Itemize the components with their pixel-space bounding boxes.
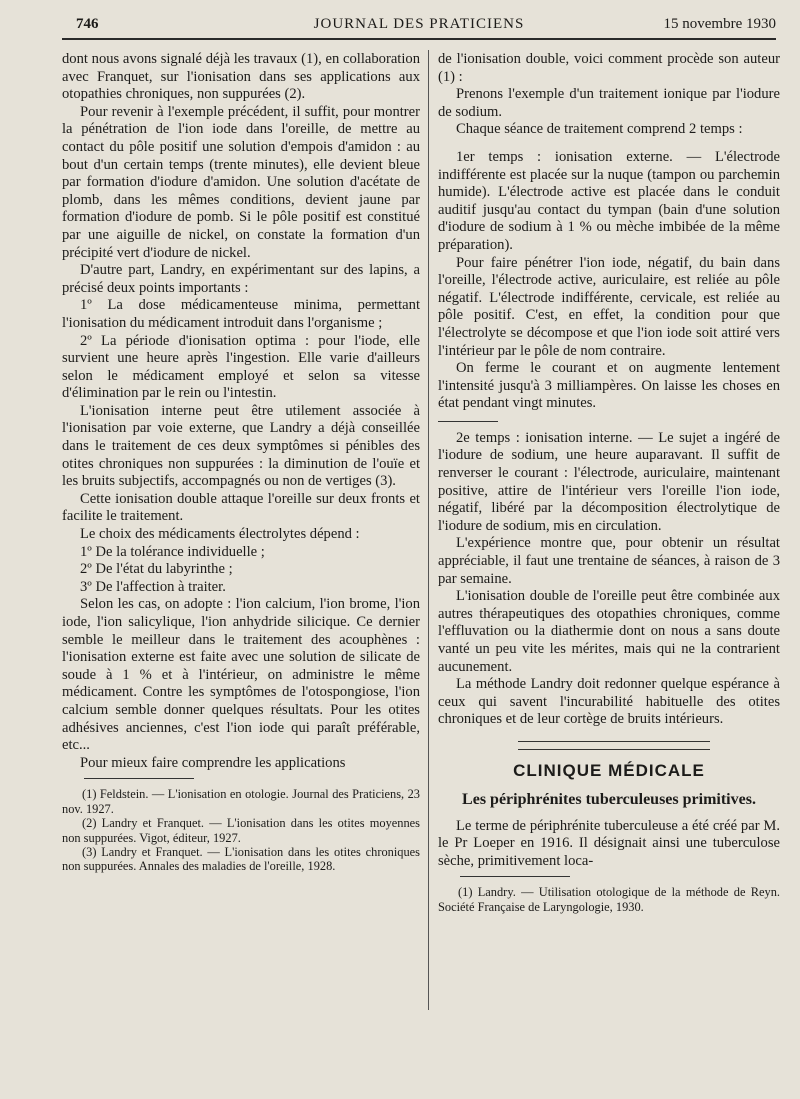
- paragraph: 2º La période d'ionisation optima : pour l'iode, elle survient une heure après l'ingestion. Elle varie d'ailleurs selon le médicament employé et selon sa vitesse d'élimination par le rein ou l'intestin.: [62, 332, 420, 402]
- footnote: (3) Landry et Franquet. — L'ionisation dans les otites chroniques non suppurées. Annales des maladies de l'oreille, 1928.: [62, 844, 420, 874]
- paragraph: 1er temps : ionisation externe. — L'électrode indifférente est placée sur la nuque (tampon ou parchemin humide). L'électrode active est placée dans le conduit auditif jusqu'au contact du tympan (bain d'une solution d'iodure de sodium à 1 % ou mèche imbibée de la même préparation).: [438, 148, 780, 253]
- page-header: [62, 12, 776, 40]
- footnote: (1) Landry. — Utilisation otologique de la méthode de Reyn. Société Française de Laryngologie, 1930.: [438, 885, 780, 914]
- column-divider: [428, 50, 429, 1010]
- paragraph: 1º La dose médicamenteuse minima, permettant l'ionisation du médicament introduit dans l'organisme ;: [62, 297, 420, 331]
- footnote: (2) Landry et Franquet. — L'ionisation dans les otites moyennes non suppurées. Vigot, éditeur, 1927.: [62, 816, 420, 845]
- footnote-rule: [84, 778, 194, 779]
- paragraph: Chaque séance de traitement comprend 2 temps :: [456, 121, 743, 138]
- paragraph: Cette ionisation double attaque l'oreille sur deux fronts et facilite le traitement.: [62, 490, 420, 525]
- list-item: 3º De l'affection à traiter.: [80, 578, 226, 595]
- footnotes: [62, 787, 420, 873]
- short-rule: [438, 421, 498, 422]
- paragraph: de l'ionisation double, voici comment procède son auteur (1) :: [438, 51, 780, 85]
- paragraph: Prenons l'exemple d'un traitement ionique par l'iodure de sodium.: [438, 86, 780, 120]
- paragraph: La méthode Landry doit redonner quelque espérance à ceux qui savent l'incurabilité habituelle des otites chroniques et de leur cortège de bruits intérieurs.: [438, 676, 780, 728]
- list-item: 1º De la tolérance individuelle ;: [80, 543, 265, 560]
- list-item: 2º De l'état du labyrinthe ;: [80, 561, 233, 578]
- paragraph: 2e temps : ionisation interne. — Le sujet a ingéré de l'iodure de sodium, une heure auparavant. Il suffit de renverser le courant : l'électrode, auriculaire, maintenant positive, attire de l'intérieur vers l'oreille l'ion iode, négatif, libéré par la décomposition électrolytique de l'iodure de sodium, mis en circulation.: [438, 429, 780, 534]
- paragraph: L'ionisation interne peut être utilement associée à l'ionisation par voie externe, que Landry a déjà conseillée dans le traitement de ces deux symptômes si pénibles des otites chroniques non suppurées : la diminution de l'ouïe et les bruits subjectifs, accompagnés ou non de vertiges (3).: [62, 402, 420, 490]
- footnotes: [438, 885, 780, 914]
- paragraph: D'autre part, Landry, en expérimentant sur des lapins, a précisé deux points importants :: [62, 262, 420, 296]
- paragraph: L'expérience montre que, pour obtenir un résultat appréciable, il faut une trentaine de séances, à raison de 3 par semaine.: [438, 535, 780, 587]
- left-column: [62, 51, 420, 874]
- footnote: (1) Feldstein. — L'ionisation en otologie. Journal des Praticiens, 23 nov. 1927.: [62, 787, 420, 816]
- paragraph: Le choix des médicaments électrolytes dépend :: [80, 526, 360, 543]
- section-heading: CLINIQUE MÉDICALE: [513, 760, 705, 780]
- paragraph: L'ionisation double de l'oreille peut être combinée aux autres thérapeutiques des otopathies chroniques, comme l'effluvation ou la diathermie dont on nous a sans doute vanté un peu vite les mérites, mais qui ne la contrarient aucunement.: [438, 588, 780, 675]
- page-number: 746: [76, 16, 99, 32]
- paragraph: Pour mieux faire comprendre les applications: [80, 754, 346, 771]
- issue-date: 15 novembre 1930: [663, 16, 776, 32]
- paragraph: On ferme le courant et on augmente lentement l'intensité jusqu'à 3 milliampères. On laisse les choses en état pendant vingt minutes.: [438, 360, 780, 412]
- paragraph: Selon les cas, on adopte : l'ion calcium, l'ion brome, l'ion iode, l'ion salicylique, l'ion anhydride silicique. Ce dernier semble le meilleur dans le traitement des acouphènes : l'ionisation externe est faite avec une solution de silicate de soude à 1 % et à l'intérieur, on administre le même médicament. Contre les symptômes de l'otospongiose, l'ion calcium semble donner quelques résultats. Pour les otites adhésives anciennes, c'est l'ion iode qui paraît préférable, etc...: [62, 596, 420, 754]
- section-separator: [518, 741, 710, 750]
- paragraph: Le terme de périphrénite tuberculeuse a été créé par M. le Pr Loeper en 1916. Il désignait ainsi une tuberculose sèche, primitivement loca-: [438, 817, 780, 869]
- footnote-rule: [460, 876, 570, 877]
- journal-title: JOURNAL DES PRATICIENS: [313, 16, 525, 32]
- paragraph: Pour revenir à l'exemple précédent, il suffit, pour montrer la pénétration de l'ion iode dans l'oreille, de mettre au contact du pôle positif une solution d'empois d'amidon : au bout d'un certain temps (trente minutes), elle devient bleue par formation d'iodure d'amidon. Une solution d'acétate de plomb, dans les mêmes conditions, devient jaune par formation d'iodure de pomb. Si le pôle positif est constitué par une aiguille de nickel, on constate la formation d'un précipité vert d'iodure de nickel.: [62, 103, 420, 261]
- paragraph: Pour faire pénétrer l'ion iode, négatif, du bain dans l'oreille, l'électrode active, auriculaire, est reliée au pôle négatif. L'électrode indifférente, cervicale, est reliée au pôle positif. C'est, en effet, la condition pour que l'électrolyte se décompose et que l'ion iode soit attiré vers l'intérieur par le pôle de nom contraire.: [438, 254, 780, 359]
- article-title: Les périphrénites tuberculeuses primitives.: [462, 790, 756, 808]
- right-column: [438, 51, 780, 914]
- paragraph: dont nous avons signalé déjà les travaux (1), en collaboration avec Franquet, sur l'ionisation dans ses applications aux otopathies chroniques, non suppurées (2).: [62, 51, 420, 103]
